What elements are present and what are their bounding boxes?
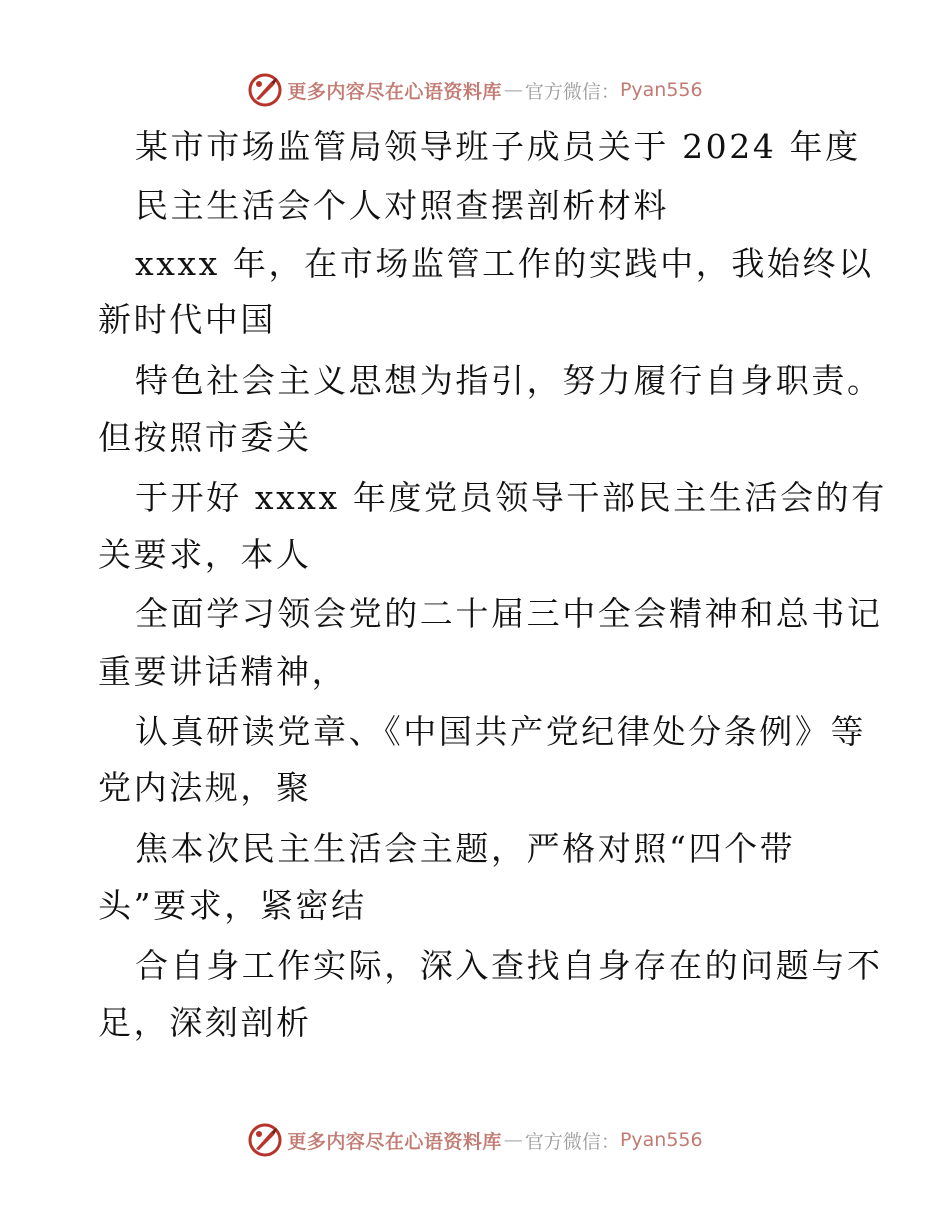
paragraph-line: xxxx 年，在市场监管工作的实践中，我始终以 [135, 244, 874, 283]
document-title-line-1: 某市市场监管局领导班子成员关于 2024 年度 [135, 127, 861, 166]
watermark-wechat-id: Pyan556 [619, 1129, 703, 1151]
paragraph-line: 全面学习领会党的二十届三中全会精神和总书记 [135, 594, 883, 633]
footer-watermark [0, 1120, 950, 1160]
paragraph-line: 关要求，本人 [98, 535, 312, 574]
paragraph-line: 特色社会主义思想为指引，努力履行自身职责。 [135, 361, 883, 400]
paragraph-line: 但按照市委关 [98, 418, 312, 457]
watermark-wechat-id: Pyan556 [619, 79, 703, 101]
paragraph-line: 焦本次民主生活会主题，严格对照“四个带 [135, 829, 796, 868]
paragraph-line: 党内法规，聚 [98, 768, 312, 807]
watermark-label: 官方微信： [524, 1130, 620, 1153]
paragraph-line: 新时代中国 [98, 300, 276, 339]
watermark-separator: — [503, 1129, 523, 1151]
header-watermark [0, 70, 950, 110]
paragraph-line: 头”要求，紧密结 [98, 886, 367, 925]
paragraph-line: 于开好 xxxx 年度党员领导干部民主生活会的有 [135, 478, 887, 517]
quill-logo-icon [247, 72, 283, 108]
watermark-label: 官方微信： [524, 80, 620, 103]
quill-logo-icon [247, 1122, 283, 1158]
document-title-line-2: 民主生活会个人对照查摆剖析材料 [135, 186, 669, 225]
watermark-site-text: 更多内容尽在心语资料库 [287, 1130, 502, 1153]
paragraph-line: 认真研读党章、《中国共产党纪律处分条例》等 [135, 712, 867, 751]
watermark-site-text: 更多内容尽在心语资料库 [287, 80, 502, 103]
paragraph-line: 足，深刻剖析 [98, 1003, 312, 1042]
paragraph-line: 重要讲话精神， [98, 652, 348, 691]
watermark-separator: — [503, 79, 523, 101]
paragraph-line: 合自身工作实际，深入查找自身存在的问题与不 [135, 946, 883, 985]
